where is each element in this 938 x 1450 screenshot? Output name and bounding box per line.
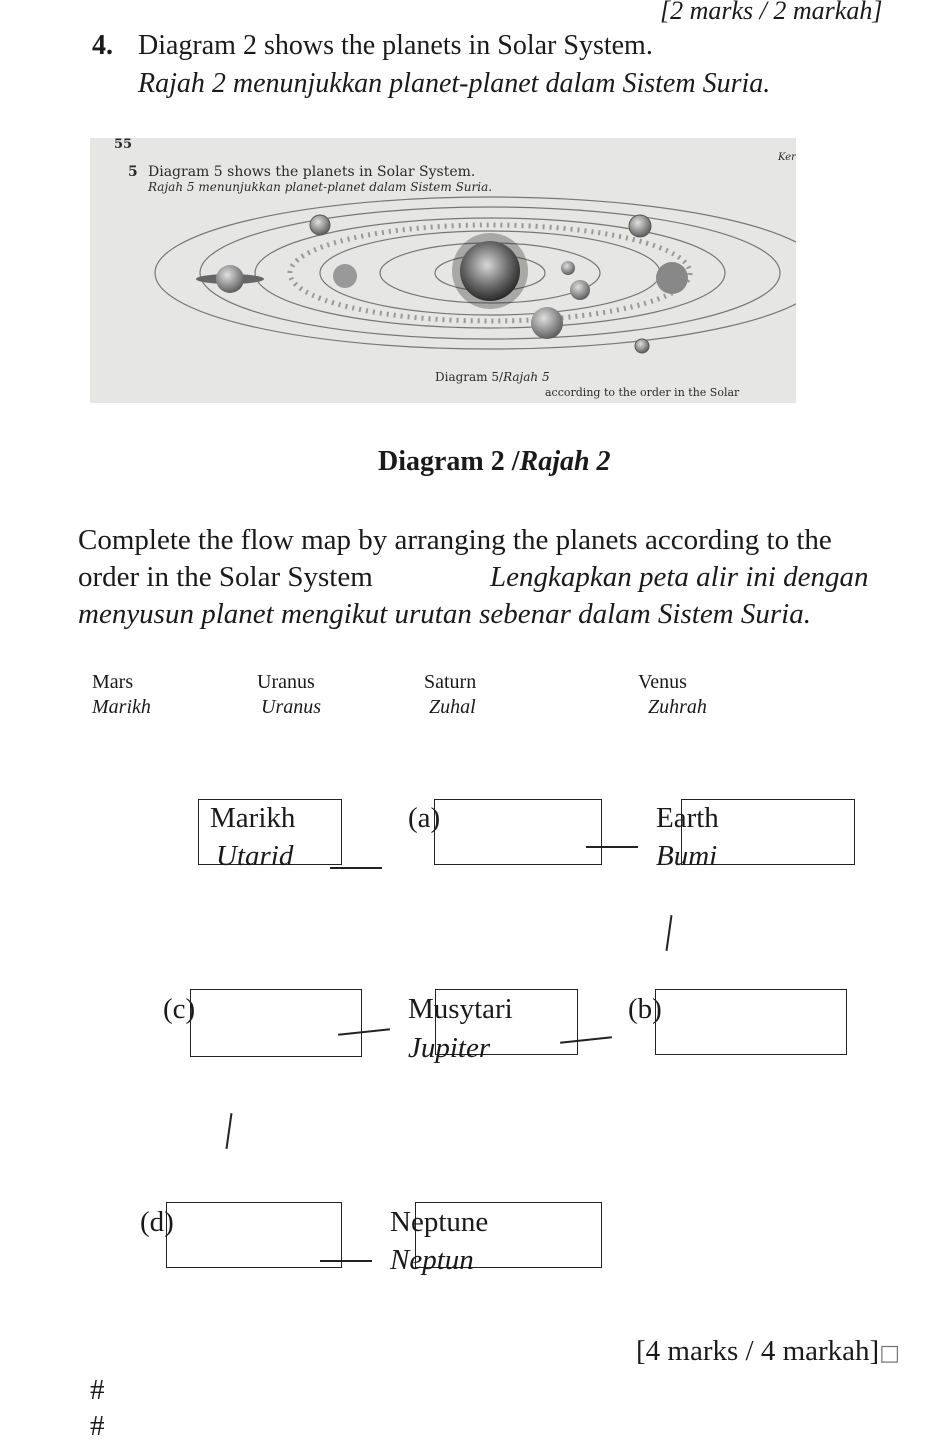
word-bank-venus-en: Venus [638,671,687,693]
marks-bottom-text: [4 marks / 4 markah] [636,1335,880,1367]
marks-top: [2 marks / 2 markah] [660,0,883,25]
diagram-caption-en: Diagram 2 / [378,446,520,477]
answer-box-d[interactable] [166,1202,342,1268]
photo-corner-text: Ker [778,152,796,163]
word-bank-mars-en: Mars [92,671,134,693]
flow-arrow-2 [586,846,638,848]
flow-arrow-6 [226,1113,233,1149]
instruction-line2-ms: Lengkapkan peta alir ini dengan [490,561,869,593]
flow-label-c: (c) [163,993,196,1025]
answer-box-c[interactable] [190,989,362,1057]
photo-caption-ms: Rajah 5 [503,370,550,384]
flow-box-neptune-ms: Neptun [390,1244,474,1276]
instruction-line2-en: order in the Solar System [78,561,373,593]
word-bank-saturn-ms: Zuhal [429,696,476,718]
photo-page-number: 55 [114,138,133,152]
word-bank-saturn-en: Saturn [424,671,477,693]
word-bank-venus-ms: Zuhrah [648,696,707,718]
flow-box-earth-ms: Bumi [656,840,718,872]
photo-q-number: 5 [128,164,138,180]
photo-title-ms: Rajah 5 menunjukkan planet-planet dalam Sistem Suria. [148,180,493,194]
diagram-caption-ms: Rajah 2 [519,446,611,477]
diagram-caption [378,446,611,478]
flow-box-neptune-en: Neptune [390,1206,489,1238]
question-number: 4. [92,30,113,61]
flow-label-d: (d) [140,1206,174,1238]
flow-box-earth-en: Earth [656,802,719,834]
flow-box-jupiter-en: Musytari [408,993,513,1025]
end-glyph: □ [879,1341,900,1366]
flow-arrow-7 [320,1260,372,1262]
instruction-line1: Complete the flow map by arranging the planets according to the [78,524,832,556]
word-bank-uranus-ms: Uranus [261,696,322,718]
photo-caption [435,370,550,384]
flow-box-jupiter-ms: Jupiter [408,1032,491,1064]
instruction-line3-ms: menyusun planet mengikut urutan sebenar dalam Sistem Suria. [78,598,811,630]
flow-box-mercury-ms: Utarid [216,840,294,872]
flow-arrow-3 [666,915,673,951]
question-text-ms: Rajah 2 menunjukkan planet-planet dalam Sistem Suria. [138,68,771,99]
answer-box-b[interactable] [655,989,847,1055]
solar-system-photo [90,138,796,403]
answer-box-a[interactable] [434,799,602,865]
flow-arrow-1 [330,867,382,869]
question-text-en: Diagram 2 shows the planets in Solar System. [138,30,653,61]
photo-cutoff-text: according to the order in the Solar [545,386,740,399]
flow-label-b: (b) [628,993,662,1025]
photo-caption-en: Diagram 5/ [435,370,504,384]
hash-1: # [90,1374,105,1406]
flow-label-a: (a) [408,802,441,834]
sun-icon [452,233,528,309]
flow-box-mercury-en: Marikh [210,802,296,834]
hash-2: # [90,1410,105,1442]
marks-bottom [636,1335,900,1368]
word-bank-uranus-en: Uranus [257,671,315,693]
word-bank-mars-ms: Marikh [92,696,151,718]
photo-title-en: Diagram 5 shows the planets in Solar System. [148,164,476,180]
